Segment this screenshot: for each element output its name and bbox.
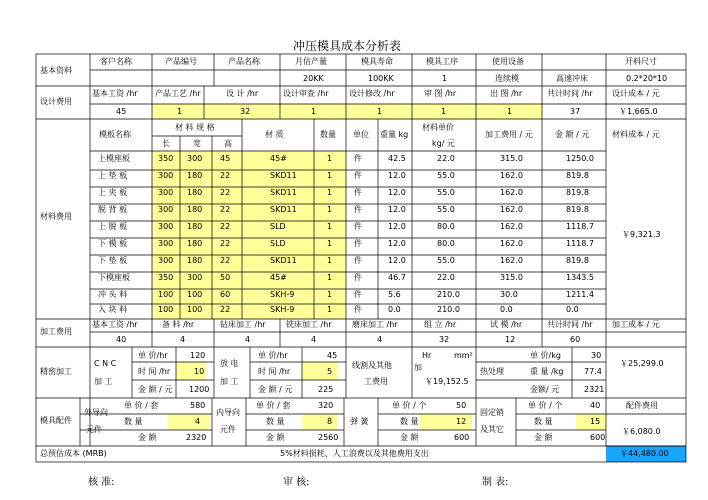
design-header: 基本工资 /hr — [92, 89, 138, 98]
design-value: 1 — [377, 107, 383, 116]
heat-weight: 77.4 — [584, 367, 602, 376]
material-row-name: 下 垫 板 — [98, 256, 128, 265]
material-row-cell: 42.5 — [388, 154, 406, 163]
material-row-cell: SLD — [270, 239, 286, 248]
material-header: 金 额 / 元 — [555, 130, 590, 139]
summary-label: 总预估成本 (MRB) — [40, 449, 107, 458]
material-row-name: 下模座板 — [98, 273, 130, 282]
design-value: 32 — [240, 107, 251, 116]
material-row-cell: 180 — [187, 205, 203, 214]
process-value: 40 — [116, 335, 127, 344]
inner-amt-label: 金 额 — [266, 433, 285, 442]
material-row-cell: 1118.7 — [566, 222, 594, 231]
material-row-cell: 45# — [270, 273, 287, 282]
pin-qty-label: 数 量 — [534, 417, 553, 426]
edm-time: 5 — [327, 367, 333, 376]
material-row-cell: 300 — [158, 222, 174, 231]
material-row-cell: 315.0 — [500, 154, 523, 163]
material-row-cell: 819.8 — [566, 188, 589, 197]
basic-value: 20KK — [303, 74, 324, 83]
basic-value: 100KK — [368, 74, 394, 83]
material-row-cell: 350 — [158, 273, 174, 282]
process-value: 32 — [439, 335, 450, 344]
material-header: 数量 — [320, 130, 336, 139]
material-row-cell: 1 — [327, 305, 333, 314]
inner-amt: 2560 — [318, 433, 339, 442]
material-row-cell: 1 — [327, 205, 333, 214]
basic-header: 模具工序 — [426, 57, 458, 66]
material-header: 材料单价 — [422, 123, 454, 132]
material-row-cell: 22.0 — [437, 273, 455, 282]
material-row-cell: 22 — [220, 171, 231, 180]
design-value: 1 — [507, 107, 513, 116]
material-row-cell: 180 — [187, 256, 203, 265]
spring-qty: 12 — [456, 417, 467, 426]
material-row-cell: SKH-9 — [270, 305, 295, 314]
section-design: 设计费用 — [40, 97, 72, 106]
material-row-name: 冲 头 料 — [98, 290, 128, 299]
material-row-cell: 1250.0 — [566, 154, 594, 163]
material-row-cell: 件 — [354, 290, 362, 299]
material-row-cell: 180 — [187, 222, 203, 231]
material-header: 材 料 规 格 — [175, 123, 215, 132]
material-row-cell: 30.0 — [500, 290, 518, 299]
process-header: 钻床加工 /hr — [220, 320, 266, 329]
summary-total: ￥44,480.00 — [620, 449, 669, 458]
design-value: 45 — [116, 107, 127, 116]
material-row-cell: 210.0 — [437, 305, 460, 314]
design-header: 设计成本 / 元 — [612, 89, 660, 98]
material-row-cell: SKD11 — [270, 188, 297, 197]
material-row-cell: 162.0 — [500, 256, 523, 265]
material-row-cell: 350 — [158, 154, 174, 163]
process-header: 共计时间 /hr — [547, 320, 593, 329]
spring-label: 弹 簧 — [350, 417, 369, 426]
material-row-cell: 22 — [220, 305, 231, 314]
material-row-cell: 100 — [158, 305, 174, 314]
material-header: 加工费用 / 元 — [485, 130, 533, 139]
edm-label: 放 电 — [220, 359, 239, 368]
material-total: ￥9,321.3 — [622, 230, 661, 239]
pin-label: 及其它 — [480, 425, 504, 434]
process-header: 磨床加工 /hr — [352, 320, 398, 329]
edm-amt-label: 金 额 / 元 — [258, 385, 293, 394]
material-row-cell: 件 — [354, 273, 362, 282]
fittings-total: ￥6,080.0 — [622, 427, 661, 436]
cnc-time-label: 时 间 /hr — [138, 367, 171, 376]
material-row-cell: 50 — [220, 273, 231, 282]
material-row-cell: 1 — [327, 188, 333, 197]
material-row-cell: 100 — [158, 290, 174, 299]
material-row-cell: 12.0 — [388, 222, 406, 231]
footer-make: 制 表: — [482, 477, 509, 488]
material-row-cell: 22.0 — [437, 154, 455, 163]
spring-qty-label: 数 量 — [400, 417, 419, 426]
cnc-amt-label: 金 额 / 元 — [138, 385, 173, 394]
material-row-name: 入 块 料 — [98, 305, 128, 314]
design-value: 37 — [570, 107, 581, 116]
pin-label: 固定销 — [480, 408, 504, 417]
design-header: 出 图 /hr — [490, 89, 523, 98]
spring-amt-label: 金 额 — [400, 433, 419, 442]
material-row-cell: 件 — [354, 205, 362, 214]
material-row-cell: 55.0 — [437, 171, 455, 180]
material-row-cell: 300 — [187, 273, 203, 282]
material-header: kg/ 元 — [432, 139, 455, 148]
inner-label: 内导向 — [216, 408, 240, 417]
design-value: 1 — [441, 107, 447, 116]
inner-label: 元件 — [220, 425, 236, 434]
cnc-label: 加 工 — [94, 377, 113, 386]
material-row-name: 上模座板 — [98, 154, 130, 163]
heat-price-label: 单 价/kg — [530, 351, 561, 360]
material-row-cell: 22 — [220, 256, 231, 265]
inner-price-label: 单 价 / 套 — [256, 401, 291, 410]
guide-amt-label: 金 额 — [138, 433, 157, 442]
precision-total: ￥25,299.0 — [620, 359, 664, 368]
material-row-cell: 55.0 — [437, 188, 455, 197]
material-row-cell: 315.0 — [500, 273, 523, 282]
material-row-name: 上 夹 板 — [98, 188, 128, 197]
material-row-cell: 1343.5 — [566, 273, 594, 282]
material-row-cell: 0.0 — [500, 305, 513, 314]
material-header: 模板名称 — [99, 130, 131, 139]
material-row-cell: 162.0 — [500, 222, 523, 231]
inner-price: 320 — [318, 401, 334, 410]
material-row-cell: 22 — [220, 239, 231, 248]
design-value: 1 — [177, 107, 183, 116]
material-row-cell: 80.0 — [437, 239, 455, 248]
process-value: 4 — [180, 335, 186, 344]
guide-amt: 2320 — [186, 433, 207, 442]
material-row-cell: 5.6 — [388, 290, 401, 299]
material-row-cell: 0.0 — [388, 305, 401, 314]
material-row-cell: 1211.4 — [566, 290, 594, 299]
design-header: 设计修改 /hr — [349, 89, 395, 98]
material-row-cell: 22 — [220, 188, 231, 197]
cnc-price: 120 — [190, 351, 206, 360]
material-row-cell: 12.0 — [388, 239, 406, 248]
pin-amt: 600 — [590, 433, 606, 442]
material-row-cell: 300 — [158, 256, 174, 265]
material-row-cell: 0.0 — [566, 305, 579, 314]
process-value: 4 — [377, 335, 383, 344]
footer-review: 审 核: — [283, 477, 310, 488]
material-row-cell: 45 — [220, 154, 231, 163]
section-fittings: 模具配件 — [40, 416, 72, 425]
pin-qty: 15 — [590, 417, 601, 426]
material-header: 重量 kg — [380, 130, 409, 139]
material-row-cell: 819.8 — [566, 256, 589, 265]
basic-header: 客户名称 — [100, 57, 132, 66]
process-header: 加工成本 / 元 — [612, 320, 660, 329]
material-row-cell: 1 — [327, 273, 333, 282]
wire-total: ￥19,152.5 — [425, 377, 469, 386]
material-header: 长 — [162, 139, 170, 148]
material-row-cell: 180 — [187, 188, 203, 197]
guide-price-label: 单 价 / 套 — [124, 401, 159, 410]
material-row-cell: 300 — [158, 239, 174, 248]
guide-qty-label: 数 量 — [124, 417, 143, 426]
section-process: 加工费用 — [40, 327, 72, 336]
wire-jia: 加 — [414, 363, 422, 372]
material-row-cell: SKD11 — [270, 205, 297, 214]
fittings-cost-label: 配件费用 — [626, 401, 658, 410]
material-row-cell: 1 — [327, 222, 333, 231]
wire-unit: mm² — [454, 351, 473, 360]
material-row-cell: 819.8 — [566, 171, 589, 180]
edm-amt: 225 — [318, 385, 334, 394]
basic-header: 月估产量 — [295, 57, 327, 66]
material-row-cell: 12.0 — [388, 171, 406, 180]
material-row-cell: 1 — [327, 290, 333, 299]
material-row-cell: SLD — [270, 222, 286, 231]
cnc-label: C N C — [94, 359, 117, 368]
material-row-cell: 55.0 — [437, 256, 455, 265]
section-material: 材料费用 — [40, 212, 72, 221]
material-row-cell: 162.0 — [500, 188, 523, 197]
spring-price-label: 单 价 / 个 — [392, 401, 427, 410]
cnc-time: 10 — [194, 367, 205, 376]
material-row-cell: 55.0 — [437, 205, 455, 214]
material-row-cell: 1 — [327, 154, 333, 163]
summary-note: 5%材料损耗、人工浪费以及其他费用支出 — [280, 449, 429, 458]
material-row-cell: 60 — [220, 290, 231, 299]
process-value: 4 — [245, 335, 251, 344]
material-header: 单位 — [353, 130, 369, 139]
edm-price-label: 单 价/hr — [258, 351, 288, 360]
material-row-cell: 819.8 — [566, 205, 589, 214]
material-row-cell: 100 — [187, 290, 203, 299]
material-header: 高 — [224, 139, 232, 148]
basic-header: 产品编号 — [165, 57, 197, 66]
spring-price: 50 — [456, 401, 467, 410]
material-row-cell: SKD11 — [270, 256, 297, 265]
material-row-cell: 80.0 — [437, 222, 455, 231]
process-header: 试 模 /hr — [490, 320, 523, 329]
design-value: ￥1,665.0 — [619, 107, 658, 116]
heat-weight-label: 重 量 /kg — [530, 367, 564, 376]
material-row-cell: 1 — [327, 256, 333, 265]
material-row-cell: 46.7 — [388, 273, 406, 282]
guide-price: 580 — [190, 401, 206, 410]
heat-amt-label: 金额/ 元 — [530, 385, 560, 394]
design-header: 设计审查 /hr — [283, 89, 329, 98]
inner-qty-label: 数 量 — [266, 417, 285, 426]
basic-header: 产品名称 — [228, 57, 260, 66]
material-row-cell: 180 — [187, 239, 203, 248]
material-row-cell: SKH-9 — [270, 290, 295, 299]
material-header: 材料成本 / 元 — [612, 130, 660, 139]
material-row-cell: 100 — [187, 305, 203, 314]
design-header: 共计时间 /hr — [547, 89, 593, 98]
edm-label: 加 工 — [220, 377, 239, 386]
pin-amt-label: 金 额 — [534, 433, 553, 442]
material-row-cell: 件 — [354, 154, 362, 163]
inner-qty: 8 — [327, 417, 333, 426]
basic-header: 使用设备 — [492, 57, 524, 66]
heat-price: 30 — [591, 351, 602, 360]
material-row-cell: 件 — [354, 256, 362, 265]
basic-header: 模具寿命 — [361, 57, 393, 66]
material-row-cell: 300 — [158, 205, 174, 214]
material-row-cell: 1 — [327, 239, 333, 248]
material-header: 宽 — [193, 139, 201, 148]
material-row-cell: 件 — [354, 305, 362, 314]
material-row-cell: 1118.7 — [566, 239, 594, 248]
material-row-cell: 件 — [354, 171, 362, 180]
basic-value: 1 — [442, 74, 448, 83]
edm-time-label: 时 间 /hr — [258, 367, 291, 376]
material-row-cell: 1 — [327, 171, 333, 180]
guide-label: 元件 — [86, 425, 102, 434]
footer-check: 核 准: — [88, 477, 115, 488]
material-row-cell: 件 — [354, 188, 362, 197]
basic-header: 开料尺寸 — [625, 57, 657, 66]
cnc-amt: 1200 — [189, 385, 210, 394]
design-header: 产品工艺 /hr — [155, 89, 201, 98]
cnc-price-label: 单 价/hr — [138, 351, 168, 360]
material-row-cell: 210.0 — [437, 290, 460, 299]
material-row-cell: 45# — [270, 154, 287, 163]
material-row-cell: 件 — [354, 239, 362, 248]
design-header: 设 计 /hr — [226, 89, 259, 98]
spring-amt: 600 — [454, 433, 470, 442]
section-basic: 基本资料 — [40, 66, 72, 75]
process-header: 备 料 /hr — [162, 320, 195, 329]
material-row-cell: 162.0 — [500, 205, 523, 214]
guide-label: 外导向 — [84, 408, 108, 417]
material-row-cell: 180 — [187, 171, 203, 180]
material-row-cell: 件 — [354, 222, 362, 231]
material-row-name: 脱 背 板 — [98, 205, 128, 214]
material-row-cell: 300 — [187, 154, 203, 163]
material-row-cell: 300 — [158, 171, 174, 180]
guide-qty: 4 — [195, 417, 201, 426]
section-precision: 精密加工 — [40, 367, 72, 376]
material-row-name: 上 脱 板 — [98, 222, 128, 231]
basic-value: 连续模 — [495, 74, 519, 83]
material-row-cell: 162.0 — [500, 239, 523, 248]
wire-label: 线割及其他 — [352, 361, 392, 370]
heat-label: 热处理 — [480, 367, 504, 376]
process-header: 基本工资 /hr — [92, 320, 138, 329]
pin-price-label: 单 价 / 个 — [528, 401, 563, 410]
material-row-cell: 22 — [220, 222, 231, 231]
material-row-cell: 12.0 — [388, 205, 406, 214]
process-value: 60 — [570, 335, 581, 344]
design-header: 审 图 /hr — [424, 89, 457, 98]
process-value: 4 — [311, 335, 317, 344]
basic-value: 0.2*20*10 — [626, 74, 668, 83]
edm-price: 45 — [327, 351, 338, 360]
material-row-cell: 12.0 — [388, 256, 406, 265]
material-row-cell: 22 — [220, 205, 231, 214]
material-row-name: 上 垫 板 — [98, 171, 128, 180]
material-row-cell: SKD11 — [270, 171, 297, 180]
basic-value: 高速冲床 — [556, 74, 588, 83]
design-value: 1 — [311, 107, 317, 116]
pin-price: 40 — [590, 401, 601, 410]
material-row-cell: 12.0 — [388, 188, 406, 197]
heat-amt: 2321 — [584, 385, 605, 394]
material-header: 材 质 — [265, 130, 284, 139]
material-row-cell: 300 — [158, 188, 174, 197]
wire-label: 工费用 — [364, 377, 388, 386]
process-value: 12 — [505, 335, 516, 344]
sheet-title: 冲压模具成本分析表 — [293, 39, 402, 53]
process-header: 组 立 /hr — [424, 320, 457, 329]
wire-hr: Hr — [422, 351, 432, 360]
process-header: 铣床加工 /hr — [286, 320, 332, 329]
material-row-cell: 162.0 — [500, 171, 523, 180]
material-row-name: 下 模 板 — [98, 239, 128, 248]
